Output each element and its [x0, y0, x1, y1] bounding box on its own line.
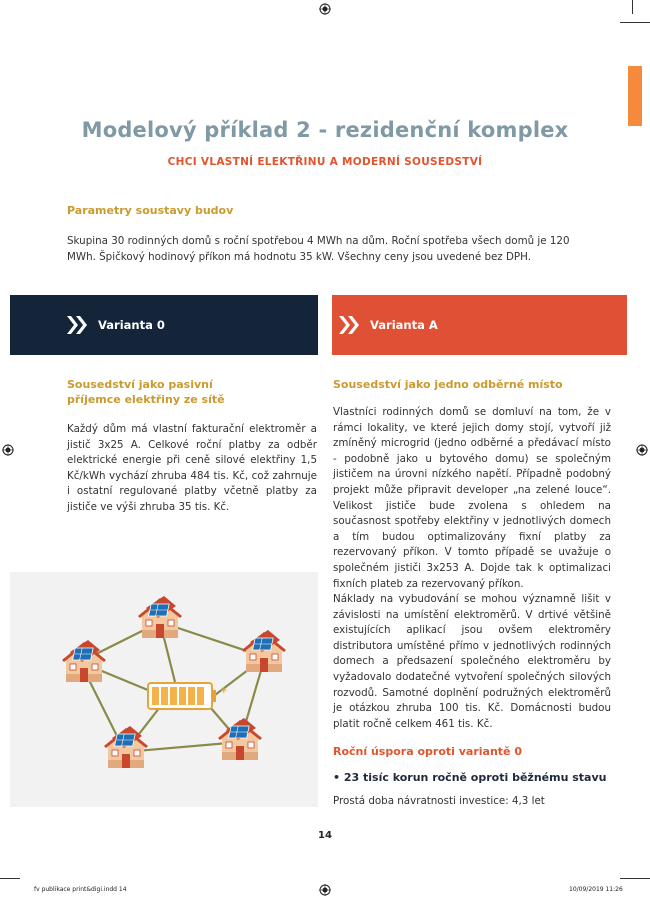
variant-a-heading: Sousedství jako jedno odběrné místo: [333, 378, 563, 391]
variant-a-label: Varianta A: [370, 318, 438, 332]
variant-a-text-2: Náklady na vybudování se mohou významně lišit v závislosti na umístění elektroměrů. V drtivé většině existujících aplikací jsou ovšem elektroměry distributora umístěné přímo v jednotlivých rodinných domech a předsazení společného elektroměru by vyžadovalo dodatečné vytvoření společných silových rozvodů. Samotné doplnění podružných elektroměrů je otázkou zhruba 100 tis. Kč. Domácnosti budou platit ročně celkem 461 tis. Kč.: [333, 593, 611, 730]
double-chevron-icon: [66, 315, 88, 335]
variant-0-label: Varianta 0: [98, 318, 165, 332]
microgrid-diagram: [10, 572, 318, 807]
crop-mark: [620, 22, 650, 23]
variant-0-banner: [10, 295, 318, 355]
payback-text: Prostá doba návratnosti investice: 4,3 let: [333, 795, 545, 807]
crop-mark: [620, 878, 650, 879]
page-subtitle: CHCI VLASTNÍ ELEKTŘINU A MODERNÍ SOUSEDSTVÍ: [167, 156, 483, 168]
battery-icon: [148, 683, 228, 709]
house-solar-icon: [62, 640, 106, 682]
crop-mark: [632, 0, 633, 14]
house-solar-icon: [138, 596, 182, 638]
svg-text:+: +: [220, 686, 228, 696]
registration-mark-icon: [636, 444, 648, 456]
chapter-tab: [628, 66, 642, 126]
house-solar-icon: [242, 630, 286, 672]
page-number: 14: [318, 830, 332, 841]
registration-mark-icon: [2, 444, 14, 456]
slug-file-info: fv publikace print&digi.indd 14: [34, 886, 127, 893]
page-title: Modelový příklad 2 - rezidenční komplex: [81, 118, 569, 142]
microgrid-illustration: [10, 572, 318, 807]
savings-bullet: • 23 tisíc korun ročně oproti běžnému stavu: [333, 771, 607, 784]
slug-date: 10/09/2019 11:26: [569, 886, 623, 893]
params-text: Skupina 30 rodinných domů s roční spotřebou 4 MWh na dům. Roční spotřeba všech domů je 120 MWh. Špičkový hodinový příkon má hodnotu 35 kW. Všechny ceny jsou uvedené bez DPH.: [67, 235, 570, 263]
savings-heading: Roční úspora oproti variantě 0: [333, 745, 522, 758]
double-chevron-icon: [338, 315, 360, 335]
registration-mark-icon: [319, 3, 331, 15]
variant-a-text-1: Vlastníci rodinných domů se domluví na tom, že v rámci lokality, ve které jejich domy stojí, vytvoří již zmíněný microgrid (jedno odběrné a předávací místo - podobně jako u bytového domu) se společným jističem na úrovni nízkého napětí. Případně podobný projekt může připravit developer „na zelené louce“. Velikost jističe bude zvolena s ohledem na současnost spotřeby elektřiny v jednotlivých domech a tím budou optimalizovány fixní platby za rezervovaný příkon. V tomto případě se uvažuje o společném jističi 3x253 A. Dojde tak k optimalizaci fixních plateb za rezervovaný příkon.: [333, 406, 611, 590]
params-heading: Parametry soustavy budov: [67, 204, 234, 217]
variant-0-heading: Sousedství jako pasivní příjemce elektřiny ze sítě: [67, 378, 225, 406]
crop-mark: [0, 878, 20, 879]
variant-a-banner: [332, 295, 627, 355]
registration-mark-icon: [319, 884, 331, 896]
variant-0-text: Každý dům má vlastní fakturační elektroměr a jistič 3x25 A. Celkové roční platby za odběr elektrické energie při ceně silové elektřiny 1,5 Kč/kWh vychází zhruba 484 tis. Kč, což zahrnuje i ostatní regulované platby včetně platby za jističe ve výši zhruba 35 tis. Kč.: [67, 423, 317, 513]
